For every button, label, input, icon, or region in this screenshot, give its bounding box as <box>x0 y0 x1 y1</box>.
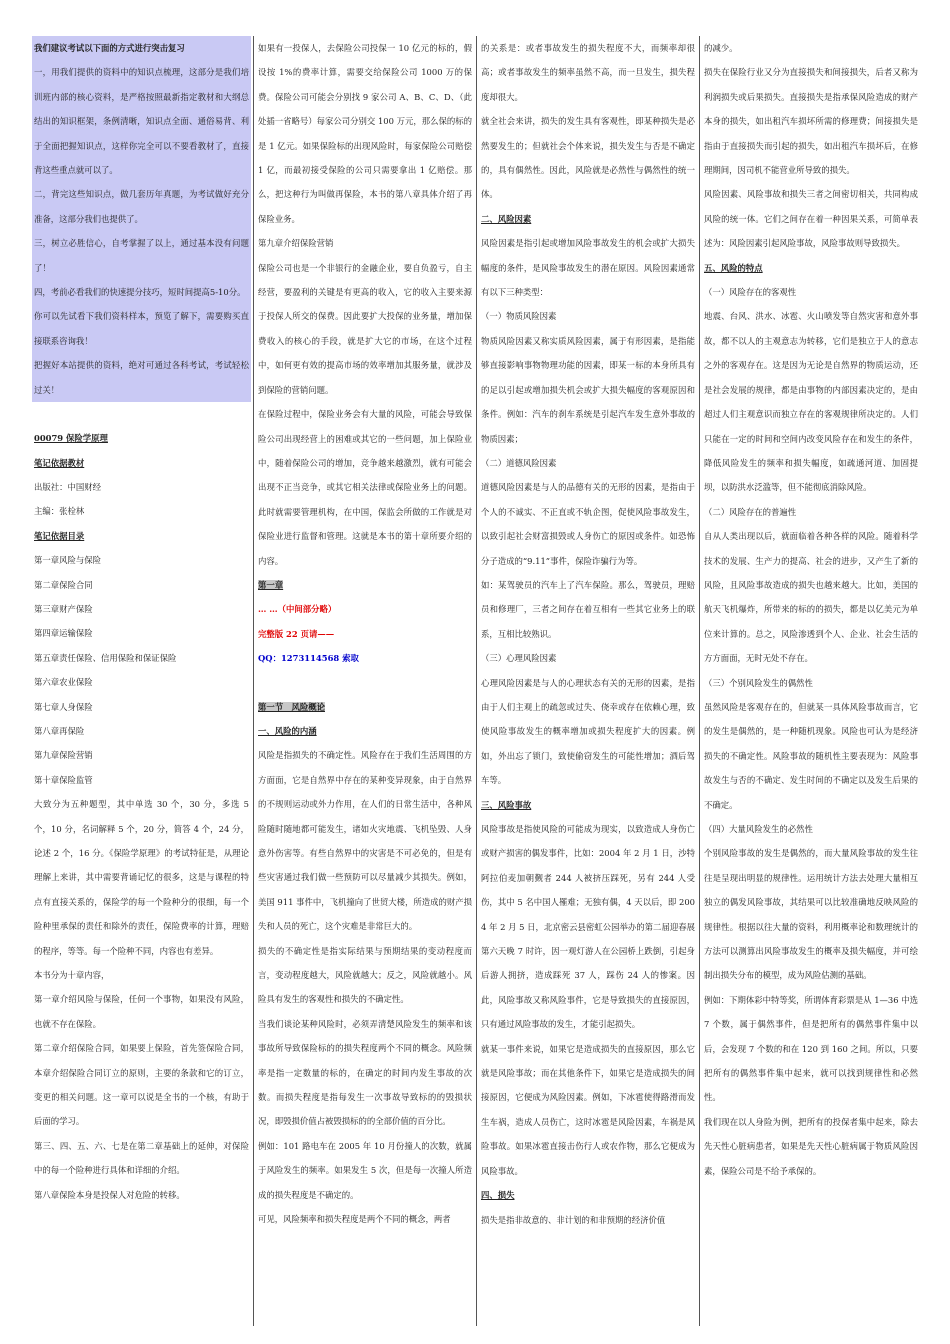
promo-paragraph: 你可以先试看下我们资料样本，预览了解下，需要购买直接联系咨询我！ <box>34 311 249 346</box>
body-paragraph: 物质风险因素又称实质风险因素，属于有形因素，是指能够直接影响事物物理功能的因素，即某一标的本身所具有的足以引起或增加损失机会或扩大损失幅度的客观原因和条件。例如：汽车的刹车系统是引起汽车发生意外事故的物质因素； <box>481 335 695 444</box>
toc-item: 第八章再保险 <box>34 725 85 736</box>
body-paragraph: 损失的不确定性是指实际结果与预期结果的变动程度而言，变动程度越大，风险就越大；反之，风险就越小。风险具有发生的客观性和损失的不确定性。 <box>258 945 472 1005</box>
subsection-heading: 四、损失 <box>481 1190 515 1201</box>
toc-item: 第九章保险营销 <box>34 750 93 761</box>
body-paragraph: 地震、台风、洪水、冰雹、火山喷发等自然灾害和意外事故，都不以人的主观意志为转移，它们是独立于人的意志之外的客观存在。这是因为无论是自然界的物质运动，还是社会发展的规律，都是由事物的内部因素决定的，是由超过人们主观意识而独立存在的客观规律所决定的。人们只能在一定的时间和空间内改变风险存在和发生的条件，降低风险发生的频率和损失幅度，如疏通河道、加固提坝，以防洪水泛滥等，但不能彻底消除风险。 <box>704 311 918 493</box>
body-paragraph: 可见，风险频率和损失程度是两个不同的概念，两者 <box>258 1214 451 1225</box>
body-paragraph: 损失在保险行业又分为直接损失和间接损失，后者又称为利润损失或后果损失。直接损失是指承保风险造成的财产本身的损失，如出租汽车损坏所需的修理费；间接损失是指由于直接损失而引起的损失，如出租汽车损坏后，在修理期间，因司机不能营业所导致的损失。 <box>704 67 918 176</box>
course-title: 00079 保险学原理 <box>34 433 108 444</box>
body-paragraph: 例如：下期体彩中特等奖，所谓体育彩票是从 1—36 中选 7 个数，属于偶然事件，但是把所有的偶然事件集中以后，会发现 7 个数的和在 120 到 160 之间。所以，只要把所有的偶然事件集中起来，就可以找到规律性和必然性。 <box>704 994 918 1103</box>
body-paragraph: 就全社会来讲，损失的发生具有客观性，即某种损失是必然要发生的；但就社会个体来说，损失发生与否是不确定的，具有偶然性。因此，风险就是必然性与偶然性的统一体。 <box>481 116 695 200</box>
body-paragraph: 风险是指损失的不确定性。风险存在于我们生活周围的方方面面，它是自然界中存在的某种变异现象，由于自然界的不规则运动或外力作用，在人们的日常生活中，各种风险随时随地都可能发生，诸如火灾地震、飞机坠毁、人身意外伤害等。有些自然界中的灾害是不可必免的，但是有些灾害通过我们做一些预防可以尽量减少其损失。例如，美国 911 事件中，飞机撞向了世贸大楼，所造成的财产损失和人员的死亡，这个灾难是非常巨大的。 <box>258 750 472 932</box>
body-paragraph: 在保险过程中，保险业务会有大量的风险，可能会导致保险公司出现经营上的困难或其它的一些问题，加上保险业中，随着保险公司的增加，竞争越来越激烈，就有可能会出现不正当竞争，或其它相关法律或保险业务上的问题。此时就需要管理机构，在中国，保监会所做的工作就是对保险业进行监督和管理。这就是本书的第十章所要介绍的内容。 <box>258 409 472 566</box>
body-paragraph: 第八章保险本身是投保人对危险的转移。 <box>34 1189 185 1200</box>
body-paragraph: 第三、四、五、六、七是在第二章基础上的延伸，对保险中的每一个险种进行具体和详细的介绍。 <box>34 1140 249 1176</box>
body-paragraph: （一）物质风险因素 <box>481 311 557 322</box>
body-paragraph: 风险因素是指引起或增加风险事故发生的机会或扩大损失幅度的条件，是风险事故发生的潜在原因。风险因素通常有以下三种类型： <box>481 238 695 298</box>
column-4 <box>699 36 922 1326</box>
toc-item: 第三章财产保险 <box>34 603 93 614</box>
body-paragraph: 风险事故是指使风险的可能成为现实，以致造成人身伤亡或财产损害的偶发事件，比如：2004 年 2 月 1 日，沙特阿拉伯麦加朝觐者 244 人被挤压踩死，另有 244 人受伤，其中 5 名中国人罹难；无独有偶，4 天以后，即 2004 年 2 月 5 日，北京密云县密虹公园举办的第二届迎春展第六天晚 7 时许，因一观灯游人在公园桥上跌倒，引起身后游人拥挤，造成踩死 37 人，踩伤 24 人的惨案。因此，风险事故又称风险事件，它是导致损失的直接原因，只有通过风险事故的发生，才能引起损失。 <box>481 824 695 1030</box>
toc-item: 第七章人身保险 <box>34 701 93 712</box>
body-paragraph: 我们现在以人身险为例，把所有的投保者集中起来，除去先天性心脏病患者，如果是先天性心脏病属于物质风险因素，保险公司是不给予承保的。 <box>704 1116 918 1176</box>
body-paragraph: （二）风险存在的普遍性 <box>704 506 797 517</box>
body-paragraph: 风险因素、风险事故和损失三者之间密切相关，共同构成风险的统一体。它们之间存在着一种因果关系，可简单表述为：风险因素引起风险事故，风险事故则导致损失。 <box>704 189 918 249</box>
subsection-heading: 二、风险因素 <box>481 213 532 224</box>
chapter-heading: 第一章 <box>258 579 284 590</box>
body-paragraph: 个别风险事故的发生是偶然的，而大量风险事故的发生往往是呈现出明显的规律性。运用统计方法去处理大量相互独立的偶发风险事故，其结果可以比较准确地反映风险的规律性。根据以往大量的资料，利用概率论和数理统计的方法可以测算出风险事故发生的概率及损失幅度，并可绘制出损失分布的模型，成为风险估测的基础。 <box>704 848 918 981</box>
column-1 <box>30 36 253 1326</box>
body-paragraph: 如果有一投保人，去保险公司投保一 10 亿元的标的，假设按 1%的费率计算，需要交给保险公司 1000 万的保费。保险公司可能会分别找 9 家公司 A、B、C、D、（此处插一省略号）每家公司分别交 100 万元，那么保的标的是 1 亿元。如果保险标的出现风险时，每家保险公司赔偿 1 亿，而最初接受保险的公司只需要拿出 1 亿赔偿。那么，把这种行为叫做再保险，本书的第八章具体介绍了再保险业务。 <box>258 43 472 224</box>
subsection-heading: 一、风险的内涵 <box>258 725 317 736</box>
body-paragraph: （四）大量风险发生的必然性 <box>704 824 813 834</box>
subsection-heading: 五、风险的特点 <box>704 262 763 273</box>
editor: 主编：张栓林 <box>34 506 85 517</box>
body-paragraph: 本书分为十章内容， <box>34 970 110 981</box>
body-paragraph: （二）道德风险因素 <box>481 457 557 468</box>
column-3 <box>476 36 699 1326</box>
body-paragraph: 大致分为五种题型，其中单选 30 个，30 分，多选 5 个，10 分，名词解释 5 个，20 分，简答 4 个，24 分，论述 2 个，16 分。《保险学原理》的考试特征是，从理论理解上来讲，其中需要背诵记忆的很多，这是与课程的特点有直接关系的，保险学的每一个险种分的很细，每一个险种里承保的责任和除外的责任，保险费率的计算，理赔的程序，等等。每一个险种不同，内容也有差异。 <box>34 799 249 956</box>
toc-item: 第六章农业保险 <box>34 677 93 688</box>
body-paragraph: 道德风险因素是与人的品德有关的无形的因素，是指由于个人的不诚实、不正直或不轨企图，促使风险事故发生，以致引起社会财富损毁或人身伤亡的原因或条件。如恐怖分子造成的“9.11”事件，保险诈骗行为等。 <box>481 482 695 566</box>
textbook-heading: 笔记依据教材 <box>34 457 85 468</box>
column-2 <box>253 36 476 1326</box>
toc-item: 第五章责任保险、信用保险和保证保险 <box>34 652 177 663</box>
publisher: 出版社：中国财经 <box>34 481 101 492</box>
promo-paragraph: 三，树立必胜信心，自考掌握了以上，通过基本没有问题了！ <box>34 238 249 273</box>
body-paragraph: 虽然风险是客观存在的，但就某一具体风险事故而言，它的发生是偶然的，是一种随机现象。风险也可认为是经济损失的不确定性。风险事故的随机性主要表现为：风险事故发生与否的不确定、发生时间的不确定以及发生后果的不确定。 <box>704 701 918 810</box>
promo-paragraph: 四，考前必看我们的快速提分技巧，短时间提高5-10分。 <box>34 287 246 298</box>
body-paragraph: 第一章介绍风险与保险，任何一个事物，如果没有风险，也就不存在保险。 <box>34 994 249 1029</box>
body-paragraph: 例如：101 路电车在 2005 年 10 月份撞人的次数，就属于风险发生的频率。如果发生 5 次，但是每一次撞人所造成的损失程度是不确定的。 <box>258 1140 472 1200</box>
toc-item: 第四章运输保险 <box>34 628 93 639</box>
section-heading: 第一节 风险概论 <box>258 701 325 712</box>
document-page <box>30 36 922 1326</box>
toc-item: 第二章保险合同 <box>34 579 93 590</box>
full-version-note: 完整版 22 页请—— <box>258 628 335 639</box>
promo-paragraph: 二，背完这些知识点，做几套历年真题，为考试做好充分准备，这部分我们也提供了。 <box>34 189 249 224</box>
toc-heading: 笔记依据目录 <box>34 530 85 541</box>
promo-heading: 我们建议考试以下面的方式进行突击复习 <box>34 43 185 53</box>
subsection-heading: 三、风险事故 <box>481 799 532 810</box>
body-paragraph: 如：某驾驶员的汽车上了汽车保险。那么，驾驶员，理赔员和修理厂，三者之间存在着互相有一些其它业务上的联系，互相比较熟识。 <box>481 579 695 639</box>
body-paragraph: （三）个别风险发生的偶然性 <box>704 677 813 688</box>
promo-paragraph: 一，用我们提供的资料中的知识点梳理，这部分是我们培训班内部的核心资料，是严格按照最新指定教材和大纲总结出的知识框架，条例清晰，知识点全面、通俗易背、利于全面把握知识点，这样你完全可以不要看教材了，直接背这些重点就可以了。 <box>34 67 249 176</box>
body-paragraph: 的关系是：或者事故发生的损失程度不大，而频率却很高；或者事故发生的频率虽然不高，而一旦发生，损失程度却很大。 <box>481 43 695 102</box>
body-paragraph: 当我们谈论某种风险时，必须弄清楚风险发生的频率和该事故所导致保险标的的损失程度两个不同的概念。风险频率是指一定数量的标的，在确定的时间内发生事故的次数。而损失程度是指每发生一次事故导致标的的毁损状况，即毁损价值占被毁损标的的全部价值的百分比。 <box>258 1018 472 1127</box>
promo-box <box>32 36 251 402</box>
body-paragraph: 心理风险因素是与人的心理状态有关的无形的因素，是指由于人们主观上的疏忽或过失、侥幸或存在依赖心理，致使风险事故发生的概率增加或损失程度扩大的因素。例如，外出忘了锁门，致使偷窃发生的可能性增加；酒后驾车等。 <box>481 677 695 786</box>
body-paragraph: 损失是指非故意的、非计划的和非预期的经济价值 <box>481 1214 666 1225</box>
qq-contact: QQ：1273114568 索取 <box>258 653 359 664</box>
toc-item: 第一章风险与保险 <box>34 555 101 566</box>
omitted-note: … …（中间部分略） <box>258 604 337 615</box>
toc-item: 第十章保险监管 <box>34 774 93 785</box>
body-paragraph: （三）心理风险因素 <box>481 653 557 664</box>
body-paragraph: （一）风险存在的客观性 <box>704 287 797 298</box>
body-paragraph: 的减少。 <box>704 43 738 53</box>
body-paragraph: 自从人类出现以后，就面临着各种各样的风险。随着科学技术的发展、生产力的提高、社会的进步，又产生了新的风险，且风险事故造成的损失也越来越大。比如，美国的航天飞机爆炸，所带来的标的的损失，都是以亿美元为单位来计算的。总之，风险渗透到个人、企业、社会生活的方方面面，无时无处不存在。 <box>704 531 918 664</box>
body-paragraph: 就某一事件来说，如果它是造成损失的直接原因，那么它就是风险事故；而在其他条件下，如果它是造成损失的间接原因，它便成为风险因素。例如，下冰雹使得路滑而发生车祸，造成人员伤亡，这时冰雹是风险因素，车祸是风险事故。如果冰雹直接击伤行人或农作物，那么它便成为风险事故。 <box>481 1043 695 1176</box>
body-paragraph: 保险公司也是一个非银行的金融企业，要自负盈亏，自主经营，要盈利的关键是有更高的收入，它的收入主要来源于投保人所交的保费。因此要扩大投保的业务量，增加保费收入的核心的手段，就是扩大它的市场，在这个过程中，如何更有效的提高市场的效率增加其服务量，就涉及到保险的营销问题。 <box>258 262 472 395</box>
promo-paragraph: 把握好本站提供的资料，绝对可通过各科考试，考试轻松过关！ <box>34 360 249 395</box>
body-paragraph: 第二章介绍保险合同，如果要上保险，首先签保险合同，本章介绍保险合同订立的原则，主要的条款和它的订立，变更的相关问题。这一章可以说是全书的一个核，有助于后面的学习。 <box>34 1043 249 1127</box>
body-paragraph: 第九章介绍保险营销 <box>258 238 334 249</box>
